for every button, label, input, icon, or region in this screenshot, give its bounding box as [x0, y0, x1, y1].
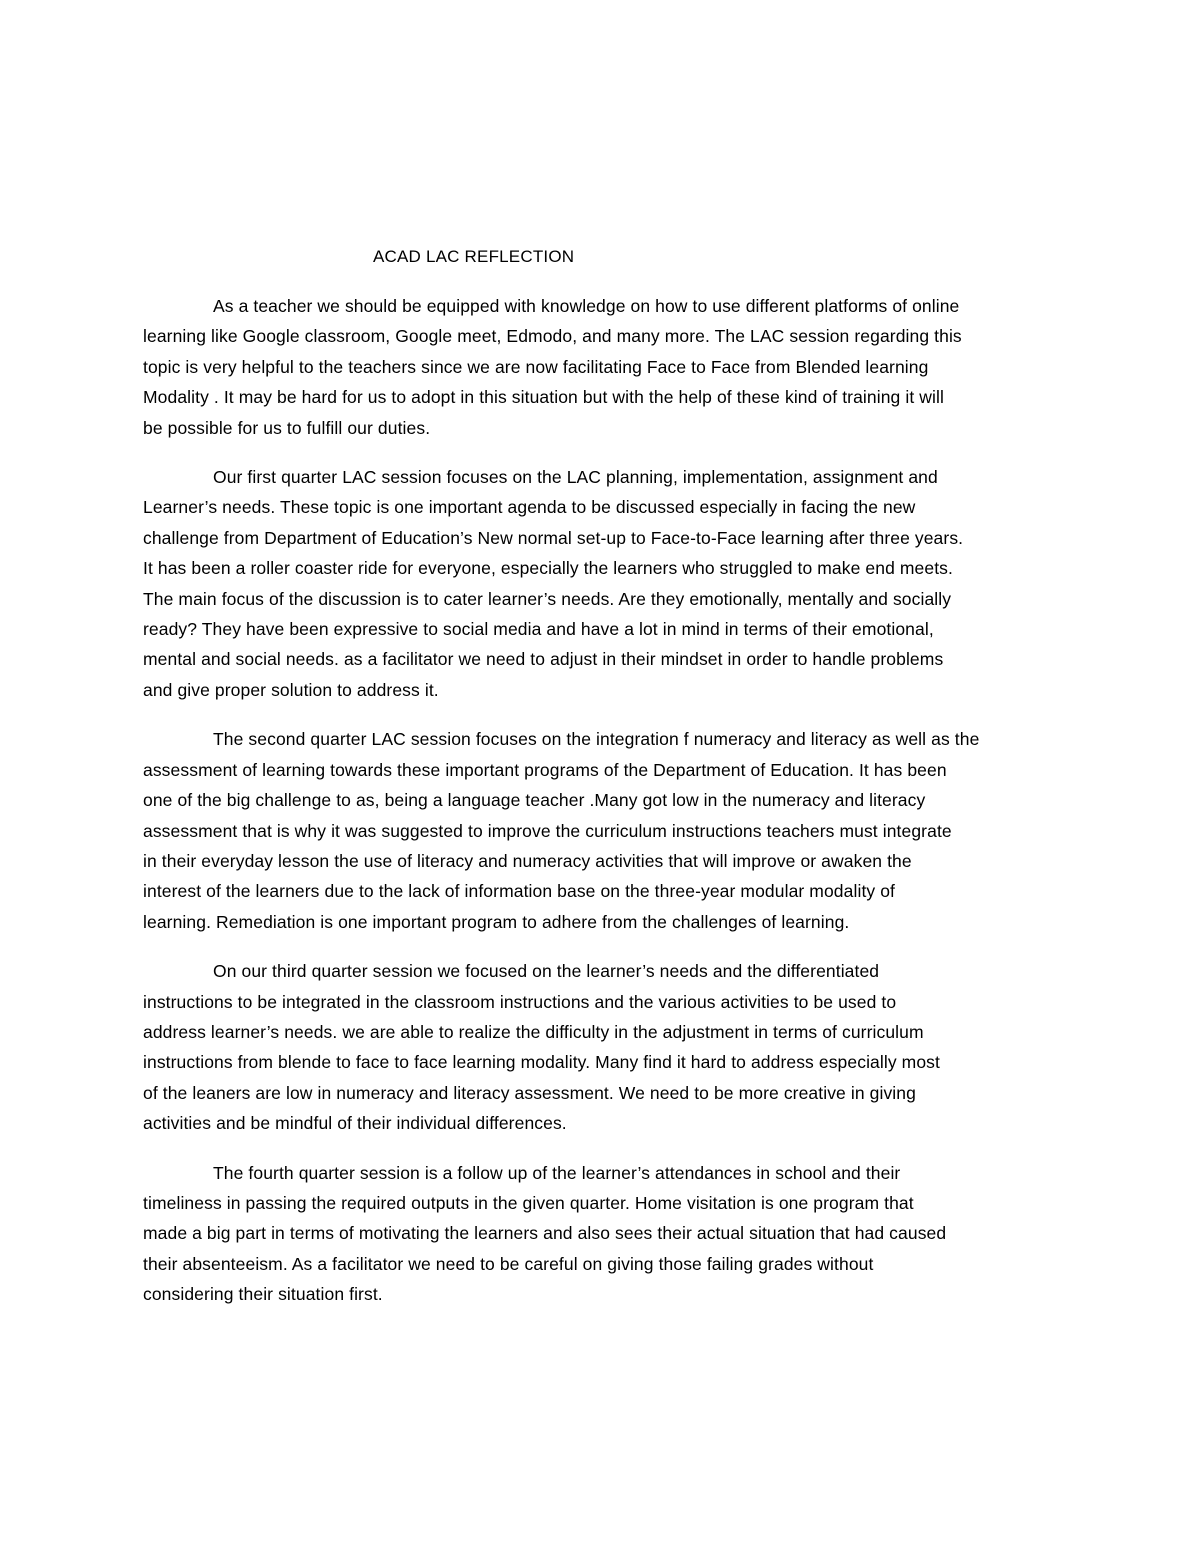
- text-line: topic is very helpful to the teachers since we are now facilitating Face to Face from Blended learning: [143, 356, 929, 377]
- text-line: challenge from Department of Education’s New normal set-up to Face-to-Face learning after three years.: [143, 527, 964, 548]
- text-line: activities and be mindful of their individual differences.: [143, 1113, 567, 1134]
- paragraph-4: [143, 956, 1063, 1138]
- text-line: assessment of learning towards these important programs of the Department of Education. It has been: [143, 759, 947, 780]
- text-line: considering their situation first.: [143, 1284, 383, 1305]
- document-title: ACAD LAC REFLECTION: [373, 247, 575, 266]
- document-body: [143, 291, 1063, 1329]
- text-line: assessment that is why it was suggested to improve the curriculum instructions teachers must integrate: [143, 820, 952, 841]
- text-line: instructions to be integrated in the classroom instructions and the various activities to be used to: [143, 991, 897, 1012]
- text-line: As a teacher we should be equipped with knowledge on how to use different platforms of online: [213, 296, 960, 316]
- text-line: Our first quarter LAC session focuses on the LAC planning, implementation, assignment and: [213, 467, 938, 488]
- text-line: interest of the learners due to the lack of information base on the three-year modular modality of: [143, 881, 896, 902]
- text-line: instructions from blende to face to face learning modality. Many find it hard to address especially most: [143, 1052, 940, 1073]
- text-line: timeliness in passing the required outputs in the given quarter. Home visitation is one program that: [143, 1192, 914, 1213]
- text-line: made a big part in terms of motivating the learners and also sees their actual situation that had caused: [143, 1223, 947, 1244]
- text-line: The main focus of the discussion is to cater learner’s needs. Are they emotionally, mentally and socially: [143, 588, 952, 609]
- text-line: learning like Google classroom, Google meet, Edmodo, and many more. The LAC session regarding this: [143, 326, 962, 347]
- paragraph-1: [143, 291, 1063, 443]
- text-line: be possible for us to fulfill our duties.: [143, 417, 431, 438]
- text-line: Learner’s needs. These topic is one important agenda to be discussed especially in facing the new: [143, 497, 916, 518]
- paragraph-2: [143, 462, 1063, 705]
- text-line: On our third quarter session we focused on the learner’s needs and the differentiated: [213, 961, 880, 982]
- text-line: It has been a roller coaster ride for everyone, especially the learners who struggled to make end meets.: [143, 558, 953, 579]
- text-line: address learner’s needs. we are able to realize the difficulty in the adjustment in terms of curriculum: [143, 1021, 924, 1042]
- text-line: ready? They have been expressive to social media and have a lot in mind in terms of their emotional,: [143, 619, 934, 640]
- text-line: Modality . It may be hard for us to adopt in this situation but with the help of these kind of training it will: [143, 387, 944, 408]
- text-line: of the leaners are low in numeracy and literacy assessment. We need to be more creative in giving: [143, 1082, 916, 1103]
- text-line: their absenteeism. As a facilitator we need to be careful on giving those failing grades without: [143, 1253, 874, 1274]
- text-line: The fourth quarter session is a follow up of the learner’s attendances in school and their: [213, 1162, 901, 1183]
- paragraph-3: [143, 724, 1063, 937]
- text-line: and give proper solution to address it.: [143, 679, 439, 700]
- text-line: The second quarter LAC session focuses on the integration f numeracy and literacy as well as the: [213, 729, 980, 750]
- text-line: mental and social needs. as a facilitator we need to adjust in their mindset in order to handle problems: [143, 649, 944, 670]
- text-line: learning. Remediation is one important program to adhere from the challenges of learning.: [143, 911, 850, 932]
- paragraph-5: [143, 1158, 1063, 1310]
- text-line: one of the big challenge to as, being a language teacher .Many got low in the numeracy and literacy: [143, 790, 926, 811]
- text-line: in their everyday lesson the use of literacy and numeracy activities that will improve or awaken the: [143, 850, 912, 871]
